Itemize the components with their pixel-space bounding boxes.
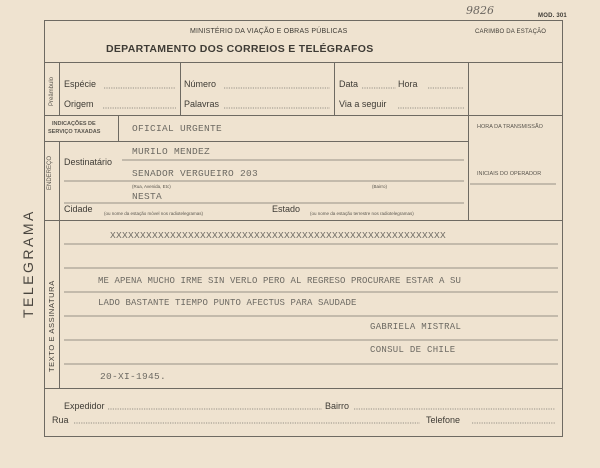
street-caption: (Rua, Avenida, Etc): [132, 184, 171, 189]
archive-number: 9826: [466, 4, 494, 17]
signature-name: GABRIELA MISTRAL: [370, 322, 462, 332]
via-label: Via a seguir: [339, 99, 387, 109]
body-section-label: TEXTO E ASSINATURA: [47, 280, 56, 372]
signature-title: CONSUL DE CHILE: [370, 345, 456, 355]
preamble-section-label: Preâmbulo: [49, 76, 55, 106]
message-line-2: LADO BASTANTE TIEMPO PUNTO AFECTUS PARA SAUDADE: [98, 298, 357, 308]
numero-label: Número: [184, 79, 217, 89]
city-label: Cidade: [64, 204, 93, 214]
bairro-label: Bairro: [325, 401, 350, 411]
state-caption: (ou nome da estação terrestre nos radiotelegramas): [310, 211, 414, 216]
strike-line: XXXXXXXXXXXXXXXXXXXXXXXXXXXXXXXXXXXXXXXXXXXXXXXXXXXXXXXX: [110, 230, 447, 241]
address-section-label: ENDEREÇO: [47, 155, 53, 190]
telegram-side-title: TELEGRAMA: [20, 209, 36, 318]
stamp-label: CARIMBO DA ESTAÇÃO: [475, 29, 547, 35]
origem-label: Origem: [64, 99, 94, 109]
city-value: NESTA: [132, 191, 163, 202]
recipient-street: SENADOR VERGUEIRO 203: [132, 168, 259, 179]
telefone-label: Telefone: [426, 415, 461, 425]
recipient-label: Destinatário: [64, 157, 113, 167]
transmission-time-label: HORA DA TRANSMISSÃO: [477, 124, 543, 130]
department-title: DEPARTAMENTO DOS CORREIOS E TELÉGRAFOS: [106, 43, 374, 55]
service-label-line2: SERVIÇO TAXADAS: [48, 129, 101, 135]
ministry-title: MINISTÉRIO DA VIAÇÃO E OBRAS PÚBLICAS: [190, 28, 348, 35]
expedidor-label: Expedidor: [64, 401, 105, 411]
message-line-1: ME APENA MUCHO IRME SIN VERLO PERO AL REGRESO PROCURARE ESTAR A SU: [98, 276, 462, 286]
bairro-caption: (Bairro): [372, 184, 388, 189]
especie-label: Espécie: [64, 79, 97, 89]
recipient-name: MURILO MENDEZ: [132, 146, 211, 157]
city-caption: (ou nome da estação móvel nos radiotelegramas): [104, 211, 204, 216]
hora-label: Hora: [398, 79, 418, 89]
model-number: MOD. 301: [538, 13, 567, 19]
palavras-label: Palavras: [184, 99, 220, 109]
telegram-date: 20-XI-1945.: [100, 371, 167, 382]
operator-initials-label: INICIAIS DO OPERADOR: [477, 171, 542, 177]
service-value: OFICIAL URGENTE: [132, 123, 223, 134]
service-label-line1: INDICAÇÕES DE: [52, 121, 96, 127]
rua-label: Rua: [52, 415, 69, 425]
state-label: Estado: [272, 204, 301, 214]
data-label: Data: [339, 79, 359, 89]
